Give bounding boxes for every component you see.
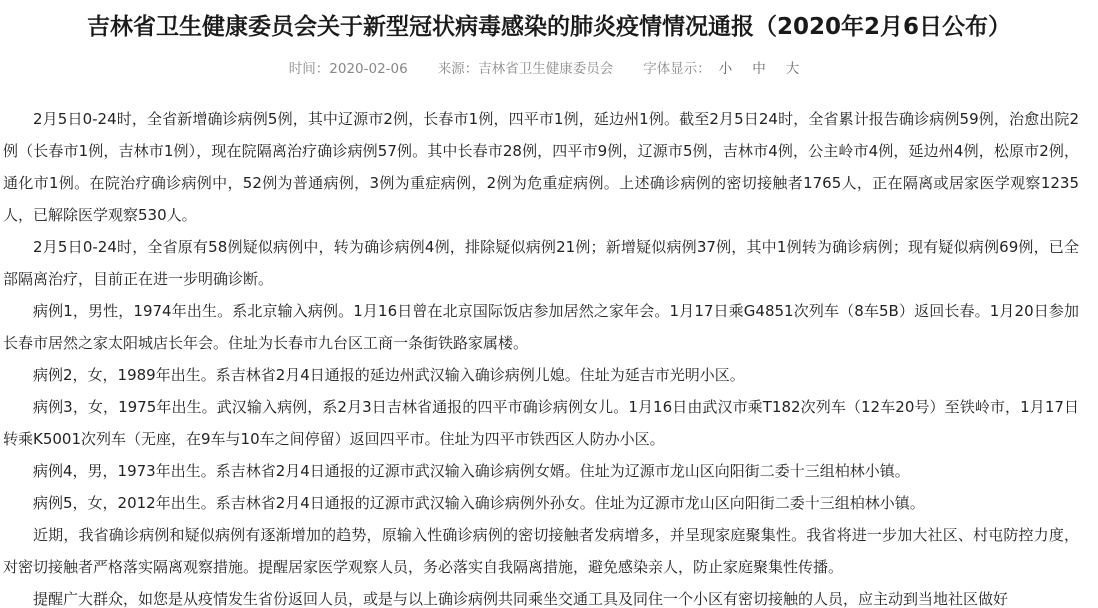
font-size-label: 字体显示： bbox=[643, 61, 711, 77]
article-paragraph: 病例3，女，1975年出生。武汉输入病例，系2月3日吉林省通报的四平市确诊病例女儿。1月16日由武汉市乘T182次列车（12车20号）至铁岭市，1月17日转乘K5001次列车（无座，在9车与10车之间停留）返回四平市。住址为四平市铁西区人防办小区。 bbox=[3, 398, 1079, 448]
publish-time bbox=[289, 61, 408, 77]
article-paragraph: 病例5，女，2012年出生。系吉林省2月4日通报的辽源市武汉输入确诊病例外孙女。住址为辽源市龙山区向阳街二委十三组柏林小镇。 bbox=[33, 494, 925, 512]
article-paragraph: 2月5日0-24时，全省新增确诊病例5例，其中辽源市2例，长春市1例，四平市1例，延边州1例。截至2月5日24时，全省累计报告确诊病例59例，治愈出院2例（长春市1例，吉林市1例），现在院隔离治疗确诊病例57例。其中长春市28例，四平市9例，辽源市5例，吉林市4例，公主岭市4例，延边州4例，松原市2例，通化市1例。在院治疗确诊病例中，52例为普通病例，3例为重症病例，2例为危重症病例。上述确诊病例的密切接触者1765人，正在隔离或居家医学观察1235人，已解除医学观察530人。 bbox=[3, 110, 1079, 224]
article-paragraph: 提醒广大群众，如您是从疫情发生省份返回人员，或是与以上确诊病例共同乘坐交通工具及同住一个小区有密切接触的人员，应主动到当地社区做好 bbox=[33, 590, 1009, 608]
publish-time-value: 2020-02-06 bbox=[329, 61, 408, 77]
article-paragraph: 病例2，女，1989年出生。系吉林省2月4日通报的延边州武汉输入确诊病例儿媳。住址为延吉市光明小区。 bbox=[33, 366, 745, 384]
page-title: 吉林省卫生健康委员会关于新型冠状病毒感染的肺炎疫情情况通报（2020年2月6日公布） bbox=[86, 14, 1012, 40]
article-paragraph: 近期，我省确诊病例和疑似病例有逐渐增加的趋势，原输入性确诊病例的密切接触者发病增多，并呈现家庭聚集性。我省将进一步加大社区、村屯防控力度，对密切接触者严格落实隔离观察措施。提醒居家医学观察人员，务必落实自我隔离措施，避免感染亲人，防止家庭聚集性传播。 bbox=[3, 526, 1079, 576]
article-source bbox=[438, 61, 614, 77]
article-paragraph: 病例1，男性，1974年出生。系北京输入病例。1月16日曾在北京国际饭店参加居然之家年会。1月17日乘G4851次列车（8车5B）返回长春。1月20日参加长春市居然之家太阳城店长年会。住址为长春市九台区工商一条街铁路家属楼。 bbox=[3, 302, 1079, 352]
article-source-label: 来源： bbox=[437, 61, 479, 77]
article-paragraph: 2月5日0-24时，全省原有58例疑似病例中，转为确诊病例4例，排除疑似病例21例；新增疑似病例37例，其中1例转为确诊病例；现有疑似病例69例，已全部隔离治疗，目前正在进一步明确诊断。 bbox=[3, 238, 1079, 288]
font-size-large-button[interactable]: 大 bbox=[785, 61, 800, 77]
publish-time-label: 时间： bbox=[288, 61, 330, 77]
font-size-small-button[interactable]: 小 bbox=[718, 61, 733, 77]
article-paragraph: 病例4，男，1973年出生。系吉林省2月4日通报的辽源市武汉输入确诊病例女婿。住址为辽源市龙山区向阳街二委十三组柏林小镇。 bbox=[33, 462, 910, 480]
font-size-medium-button[interactable]: 中 bbox=[752, 61, 766, 77]
article-body bbox=[3, 103, 1079, 608]
article-source-value: 吉林省卫生健康委员会 bbox=[478, 61, 614, 77]
article-meta bbox=[0, 58, 1098, 80]
